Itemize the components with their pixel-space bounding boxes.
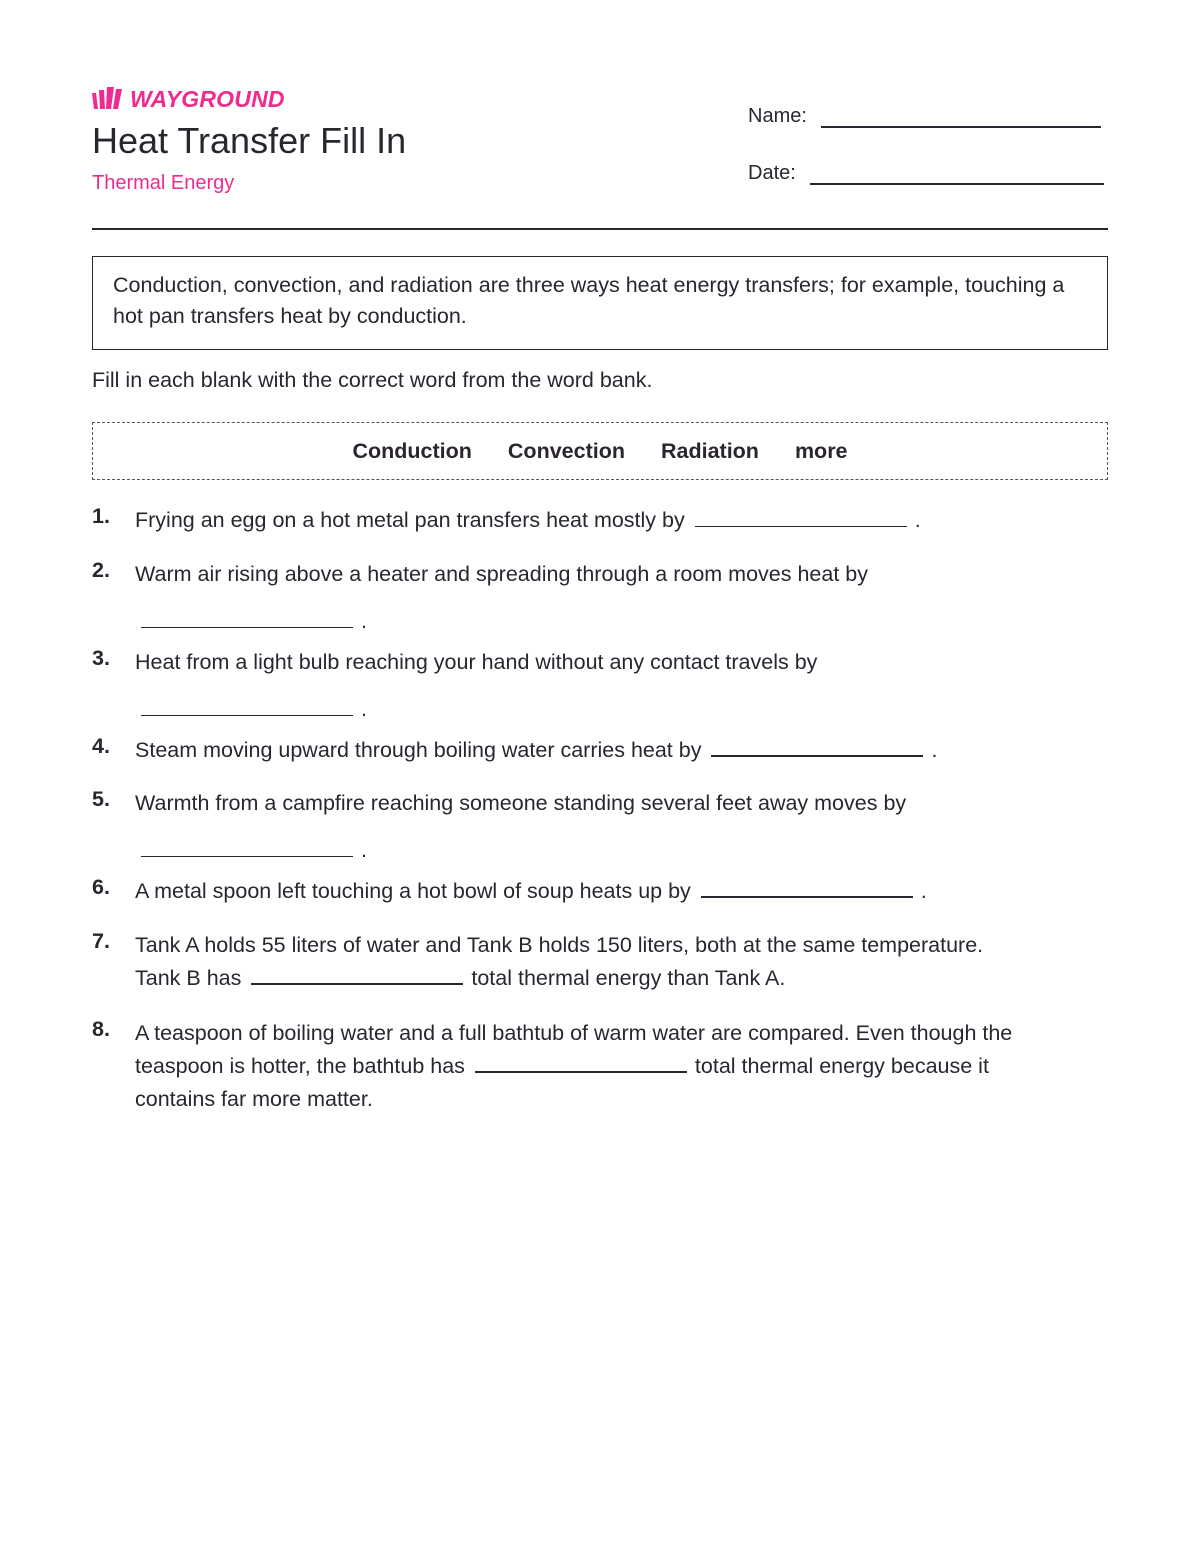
date-field — [748, 161, 1104, 185]
date-label: Date: — [748, 162, 796, 184]
answer-blank[interactable] — [475, 1051, 687, 1073]
question-number: 2. — [92, 558, 110, 582]
word-bank-item: Radiation — [660, 438, 759, 463]
question-number: 3. — [92, 646, 110, 670]
name-input-line[interactable] — [821, 126, 1101, 128]
date-input-line[interactable] — [810, 183, 1104, 185]
answer-blank[interactable] — [711, 735, 923, 757]
question-after: . — [914, 508, 921, 532]
question-text — [135, 734, 1055, 767]
question-before: Heat from a light bulb reaching your hand without any contact travels by — [135, 650, 818, 674]
question-number: 5. — [92, 787, 110, 811]
question-after: . — [931, 738, 938, 762]
question-text — [135, 558, 1055, 638]
question-number: 4. — [92, 734, 110, 758]
question-after: total thermal energy because it contains far more matter. — [135, 1054, 989, 1111]
question-after: total thermal energy than Tank A. — [471, 966, 786, 990]
header-divider — [92, 228, 1108, 230]
question-number: 6. — [92, 875, 110, 899]
question-before: A metal spoon left touching a hot bowl of soup heats up by — [135, 879, 691, 903]
intro-box — [92, 256, 1108, 350]
question-before: Warm air rising above a heater and spreading through a room moves heat by — [135, 562, 868, 586]
question-before: Warmth from a campfire reaching someone standing several feet away moves by — [135, 791, 907, 815]
intro-text: Conduction, convection, and radiation are three ways heat energy transfers; for example, touching a hot pan transfers heat by conduction. — [113, 273, 1065, 328]
question-text — [135, 646, 1055, 726]
answer-blank[interactable] — [141, 836, 353, 857]
brand-logo — [92, 86, 285, 112]
question-text — [135, 875, 1055, 908]
question-text — [135, 504, 1055, 537]
question-after: . — [361, 838, 367, 862]
word-bank-item: Convection — [507, 438, 625, 463]
word-bank-item: Conduction — [352, 438, 472, 463]
question-number: 8. — [92, 1017, 110, 1041]
question-number: 7. — [92, 929, 110, 953]
question-before: Tank A holds 55 liters of water and Tank B holds 150 liters, both at the same temperature. Tank B has — [135, 933, 984, 990]
question-text — [135, 1017, 1047, 1116]
worksheet-page — [92, 0, 1108, 1552]
wayground-logo-icon — [92, 87, 126, 111]
question-before: A teaspoon of boiling water and a full bathtub of warm water are compared. Even though the teaspoon is hotter, the bathtub has — [135, 1021, 1013, 1078]
question-before: Frying an egg on a hot metal pan transfers heat mostly by — [135, 508, 685, 532]
question-after: . — [920, 879, 927, 903]
instructions: Fill in each blank with the correct word from the word bank. — [92, 368, 653, 392]
word-bank — [92, 422, 1108, 480]
answer-blank[interactable] — [695, 506, 907, 527]
word-bank-item: more — [794, 438, 848, 463]
question-text — [135, 929, 1015, 995]
name-label: Name: — [748, 105, 807, 127]
answer-blank[interactable] — [141, 607, 353, 628]
worksheet-title: Heat Transfer Fill In — [92, 120, 407, 161]
question-after: . — [361, 609, 367, 633]
worksheet-subtitle: Thermal Energy — [92, 172, 235, 194]
question-before: Steam moving upward through boiling water carries heat by — [135, 738, 702, 762]
question-after: . — [361, 697, 367, 721]
answer-blank[interactable] — [251, 963, 463, 985]
question-text — [135, 787, 1055, 867]
answer-blank[interactable] — [141, 695, 353, 716]
question-number: 1. — [92, 504, 110, 528]
brand-name: WAYGROUND — [130, 85, 285, 112]
name-field — [748, 104, 1101, 128]
answer-blank[interactable] — [701, 876, 913, 898]
